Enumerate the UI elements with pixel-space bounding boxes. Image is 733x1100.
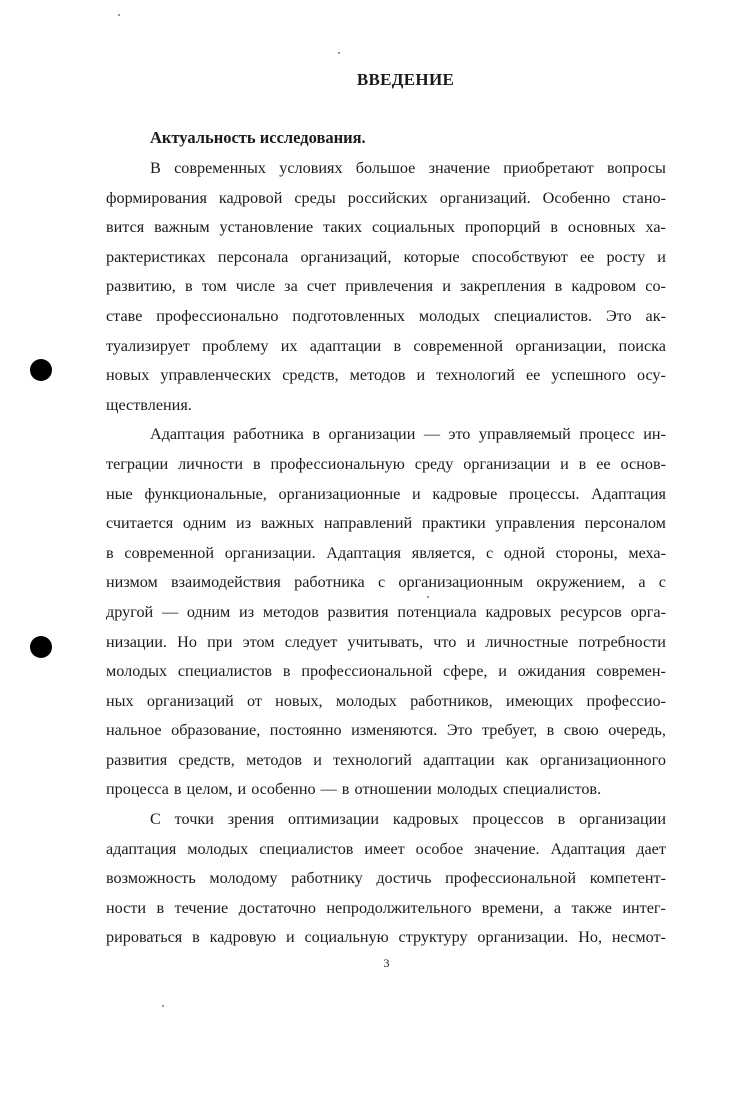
text-line: в современной организации. Адаптация является, с одной стороны, меха- <box>106 543 666 562</box>
text-line: низмом взаимодействия работника с организационным окружением, а с <box>106 573 666 592</box>
text-line: считается одним из важных направлений практики управления персоналом <box>106 514 666 533</box>
body-text <box>106 158 666 957</box>
text-line: процесса в целом, и особенно — в отношении молодых специалистов. <box>106 780 602 799</box>
text-line: другой — одним из методов развития потенциала кадровых ресурсов орга- <box>106 602 666 621</box>
text-line: развитию, в том числе за счет привлечения и закрепления в кадровом со- <box>106 277 666 296</box>
text-line: возможность молодому работнику достичь профессиональной компетент- <box>106 869 666 888</box>
text-line: туализирует проблему их адаптации в современной организации, поиска <box>106 336 666 355</box>
scan-speck <box>118 14 120 16</box>
text-line: ществления. <box>106 395 192 414</box>
text-line: теграции личности в профессиональную среду организации и в ее основ- <box>106 454 666 473</box>
scan-speck <box>427 596 429 598</box>
text-line: ставе профессионально подготовленных молодых специалистов. Это ак- <box>106 306 666 325</box>
text-line: новых управленческих средств, методов и технологий ее успешного осу- <box>106 366 666 385</box>
scan-speck <box>162 1005 164 1007</box>
text-line: В современных условиях большое значение приобретают вопросы <box>150 159 666 177</box>
text-line: ности в течение достаточно непродолжительного времени, а также интег- <box>106 898 666 917</box>
text-line: вится важным установление таких социальных пропорций в основных ха- <box>106 218 666 237</box>
section-heading: Актуальность исследования. <box>150 128 366 147</box>
scan-speck <box>338 52 340 54</box>
punch-hole-top <box>30 359 52 381</box>
text-line: рактеристиках персонала организаций, которые способствуют ее росту и <box>106 247 666 266</box>
text-line: С точки зрения оптимизации кадровых процессов в организации <box>150 810 666 829</box>
text-line: адаптация молодых специалистов имеет особое значение. Адаптация дает <box>106 839 666 858</box>
text-line: развития средств, методов и технологий адаптации как организационного <box>106 750 666 769</box>
text-line: формирования кадровой среды российских организаций. Особенно стано- <box>106 188 666 207</box>
text-line: низации. Но при этом следует учитывать, что и личностные потребности <box>106 632 666 651</box>
text-line: нальное образование, постоянно изменяются. Это требует, в свою очередь, <box>106 721 666 740</box>
text-line: Адаптация работника в организации — это управляемый процесс ин- <box>150 425 666 444</box>
text-line: ных организаций от новых, молодых работников, имеющих профессио- <box>106 691 666 710</box>
page-number: 3 <box>383 956 390 970</box>
text-line: ные функциональные, организационные и кадровые процессы. Адаптация <box>106 484 666 503</box>
text-line: рироваться в кадровую и социальную структуру организации. Но, несмот- <box>106 928 666 947</box>
text-line: молодых специалистов в профессиональной сфере, и ожидания современ- <box>106 662 666 681</box>
page-title: ВВЕДЕНИЕ <box>356 70 455 89</box>
punch-hole-bottom <box>30 636 52 658</box>
